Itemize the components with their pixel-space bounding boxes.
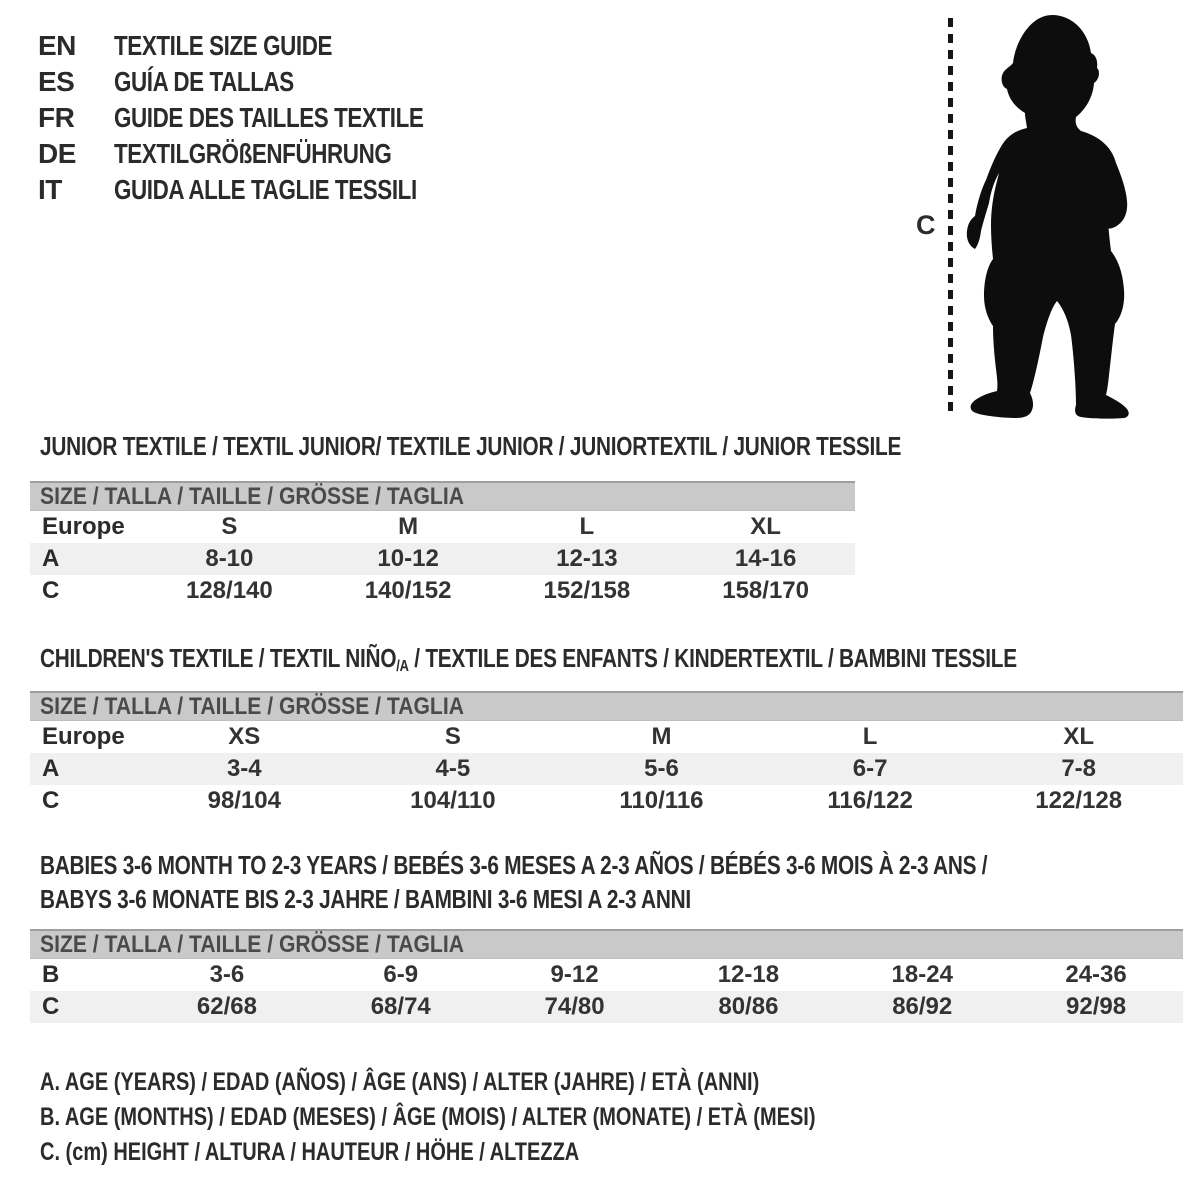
babies-section-title-line2 — [40, 884, 854, 915]
height-measure-label: C — [916, 210, 936, 240]
table-row-age — [30, 753, 1183, 785]
babies-size-table — [30, 929, 1183, 1023]
legend-line-b — [40, 1103, 1009, 1132]
junior-section-title-text: JUNIOR TEXTILE / TEXTIL JUNIOR/ TEXTILE JUNIOR / JUNIORTEXTIL / JUNIOR TESSILE — [40, 431, 902, 461]
row-label: C — [42, 787, 60, 814]
row-label: Europe — [42, 513, 125, 540]
guide-title: GUIDA ALLE TAGLIE TESSILI — [114, 174, 417, 205]
children-section-title — [40, 643, 1200, 676]
height-cell: 158/170 — [722, 577, 809, 604]
height-cell: 110/116 — [619, 787, 704, 814]
table-row-europe — [30, 721, 1183, 753]
height-cell: 128/140 — [185, 577, 273, 604]
language-row — [38, 28, 501, 64]
guide-title: TEXTILE SIZE GUIDE — [114, 30, 333, 61]
age-cell: 7-8 — [1061, 755, 1097, 782]
size-cell: XL — [750, 513, 781, 540]
babies-section-title-text2: BABYS 3-6 MONATE BIS 2-3 JAHRE / BAMBINI 3-6 MESI A 2-3 ANNI — [40, 884, 691, 914]
height-cell: 80/86 — [718, 993, 779, 1020]
months-cell: 12-18 — [717, 961, 780, 988]
guide-title: GUIDE DES TAILLES TEXTILE — [114, 102, 424, 133]
height-cell: 98/104 — [207, 787, 281, 814]
babies-section-title-text1: BABIES 3-6 MONTH TO 2-3 YEARS / BEBÉS 3-6 MESES A 2-3 AÑOS / BÉBÉS 3-6 MOIS À 2-3 ANS / — [40, 850, 988, 880]
language-code: ES — [38, 66, 75, 97]
table-row-height — [30, 991, 1183, 1023]
height-cell: 116/122 — [827, 787, 913, 814]
size-header-bar — [30, 929, 1183, 959]
age-cell: 10-12 — [377, 545, 439, 572]
junior-size-table — [30, 481, 855, 607]
language-title-block — [38, 28, 501, 208]
language-code: FR — [38, 102, 75, 133]
size-cell: L — [579, 513, 595, 540]
size-cell: XL — [1063, 723, 1094, 750]
size-cell: S — [444, 723, 461, 750]
age-cell: 6-7 — [852, 755, 888, 782]
months-cell: 18-24 — [891, 961, 953, 988]
age-cell: 14-16 — [734, 545, 797, 572]
table-row-age — [30, 543, 855, 575]
table-row-months — [30, 959, 1183, 991]
size-cell: L — [862, 723, 878, 750]
height-cell: 122/128 — [1035, 787, 1123, 814]
size-cell: XS — [228, 723, 261, 750]
language-code: IT — [38, 174, 62, 205]
age-cell: 4-5 — [435, 755, 471, 782]
legend-line-c-text: C. (cm) HEIGHT / ALTURA / HAUTEUR / HÖHE / ALTEZZA — [40, 1138, 580, 1166]
height-cell: 104/110 — [410, 787, 496, 814]
children-title-part: CHILDREN'S TEXTILE / TEXTIL NIÑO — [40, 643, 397, 673]
months-cell: 6-9 — [383, 961, 419, 988]
language-row — [38, 100, 501, 136]
age-cell: 12-13 — [556, 545, 618, 572]
age-cell: 8-10 — [205, 545, 254, 572]
row-label: Europe — [42, 723, 125, 750]
height-cell: 92/98 — [1066, 993, 1127, 1020]
size-cell: M — [398, 513, 419, 540]
legend-line-a-text: A. AGE (YEARS) / EDAD (AÑOS) / ÂGE (ANS) / ALTER (JAHRE) / ETÀ (ANNI) — [40, 1068, 760, 1096]
legend-line-b-text: B. AGE (MONTHS) / EDAD (MESES) / ÂGE (MOIS) / ALTER (MONATE) / ETÀ (MESI) — [40, 1103, 816, 1131]
guide-title: GUÍA DE TALLAS — [114, 66, 294, 97]
language-row — [38, 64, 501, 100]
legend-line-c — [40, 1138, 714, 1167]
children-title-part: / TEXTILE DES ENFANTS / KINDERTEXTIL / BAMBINI TESSILE — [408, 643, 1017, 673]
language-row — [38, 172, 501, 208]
children-size-table — [30, 691, 1183, 817]
months-cell: 9-12 — [550, 961, 599, 988]
table-row-height — [30, 575, 855, 607]
row-label: C — [42, 577, 60, 604]
toddler-silhouette-image — [964, 13, 1144, 421]
row-label: A — [42, 545, 60, 572]
months-cell: 24-36 — [1065, 961, 1127, 988]
row-label: B — [42, 961, 60, 988]
size-header-bar — [30, 691, 1183, 721]
language-code: EN — [38, 30, 76, 61]
height-cell: 68/74 — [370, 993, 431, 1020]
size-header-bar — [30, 481, 855, 511]
height-measure-dashed-line — [948, 18, 953, 416]
size-cell: S — [221, 513, 238, 540]
height-cell: 62/68 — [196, 993, 257, 1020]
legend-line-a — [40, 1068, 939, 1097]
guide-title: TEXTILGRÖßENFÜHRUNG — [114, 138, 392, 169]
size-header-label: SIZE / TALLA / TAILLE / GRÖSSE / TAGLIA — [40, 692, 464, 720]
row-label: C — [42, 993, 60, 1020]
age-cell: 5-6 — [644, 755, 679, 782]
size-cell: M — [651, 723, 672, 750]
height-cell: 152/158 — [543, 577, 631, 604]
language-code: DE — [38, 138, 76, 169]
months-cell: 3-6 — [209, 961, 245, 988]
table-row-height — [30, 785, 1183, 817]
row-label: A — [42, 755, 60, 782]
children-title-subscript: /A — [396, 657, 409, 676]
size-header-label: SIZE / TALLA / TAILLE / GRÖSSE / TAGLIA — [40, 482, 464, 510]
size-header-label: SIZE / TALLA / TAILLE / GRÖSSE / TAGLIA — [40, 930, 464, 958]
children-section-title-text — [40, 643, 1017, 676]
height-cell: 86/92 — [892, 993, 953, 1020]
junior-section-title — [40, 431, 1116, 462]
language-row — [38, 136, 501, 172]
height-cell: 74/80 — [544, 993, 605, 1020]
height-cell: 140/152 — [364, 577, 452, 604]
babies-section-title-line1 — [40, 850, 1200, 881]
table-row-europe — [30, 511, 855, 543]
age-cell: 3-4 — [226, 755, 262, 782]
